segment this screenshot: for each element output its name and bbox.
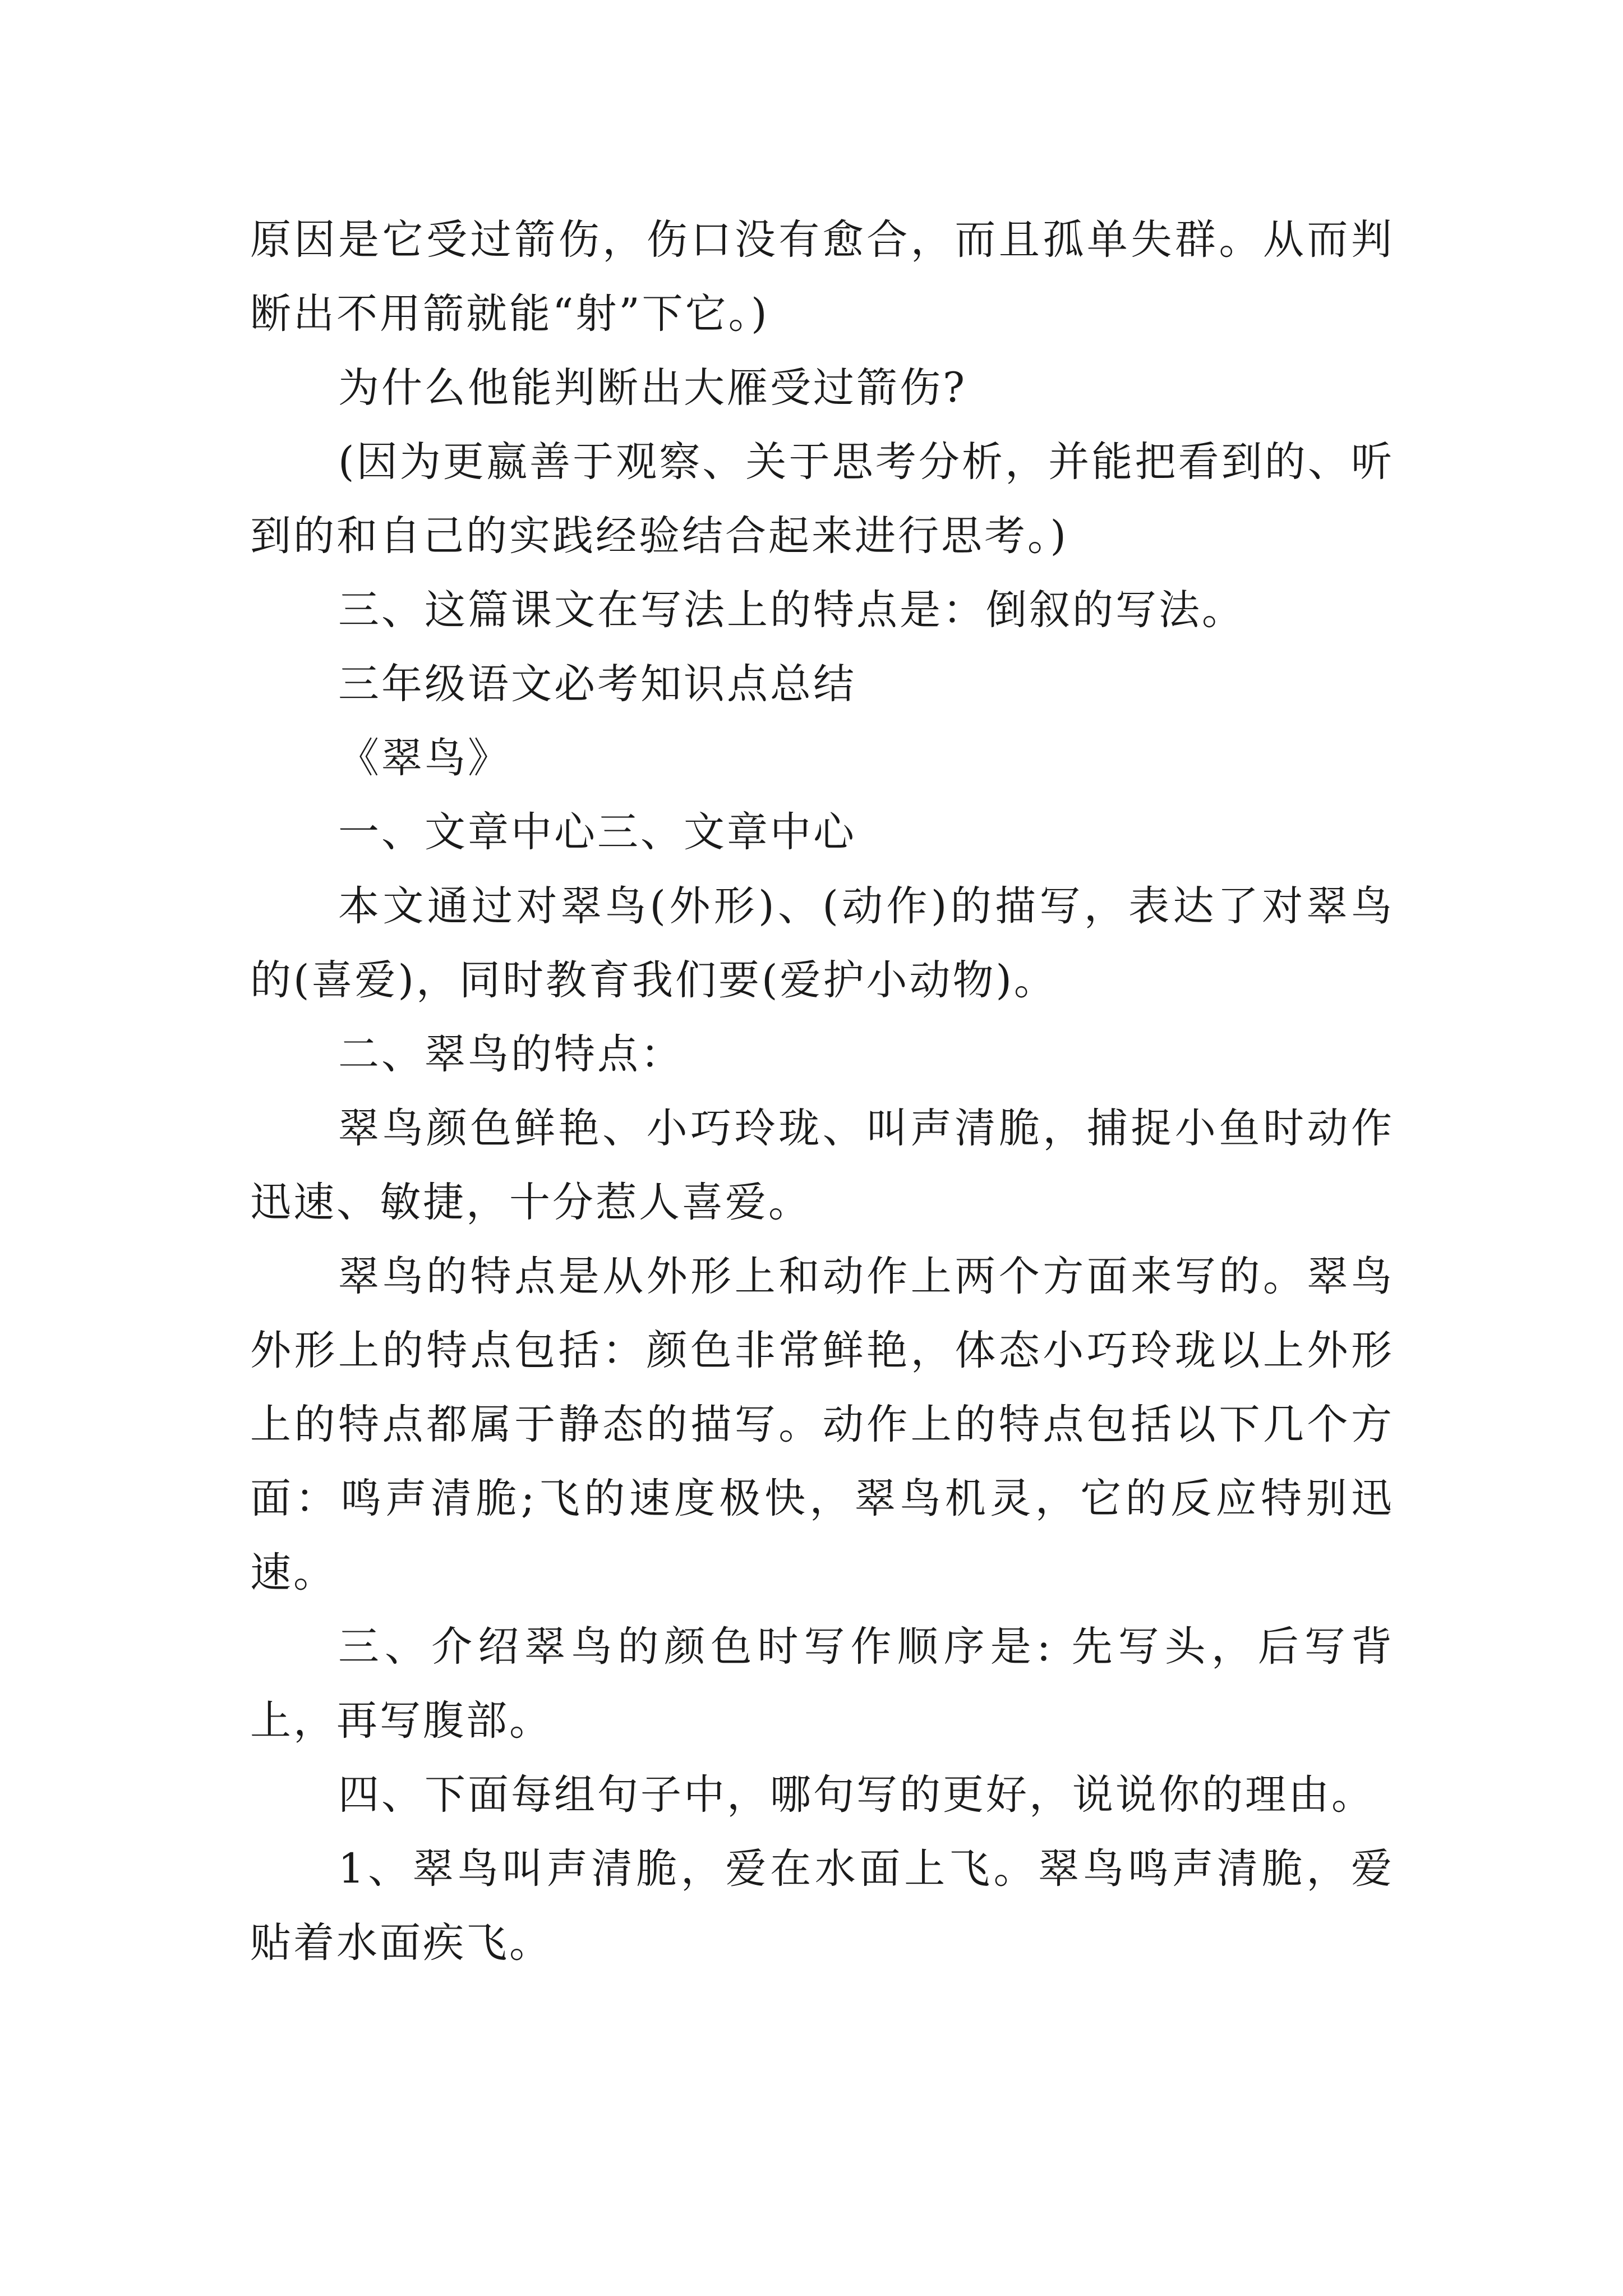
section-heading: 三年级语文必考知识点总结	[338, 660, 856, 708]
paragraph-sentence-pair-1: 1、翠鸟叫声清脆，爱在水面上飞。翠鸟鸣声清脆，爱贴着水面疾飞。	[250, 1845, 1394, 1967]
paragraph-archer-reason: 原因是它受过箭伤，伤口没有愈合，而且孤单失群。从而判断出不用箭就能“射”下它。)	[250, 216, 1394, 338]
document-body	[250, 203, 1394, 1980]
subheading-kingfisher-traits: 二、翠鸟的特点：	[338, 1030, 684, 1078]
paragraph-answer-observation: (因为更嬴善于观察、关于思考分析，并能把看到的、听到的和自己的实践经验结合起来进行思考。)	[250, 438, 1394, 560]
paragraph-question-arrow-wound: 为什么他能判断出大雁受过箭伤?	[338, 364, 967, 412]
paragraph-sentence-comparison-prompt: 四、下面每组句子中，哪句写的更好，说说你的理由。	[338, 1771, 1375, 1819]
paragraph-kingfisher-traits: 翠鸟颜色鲜艳、小巧玲珑、叫声清脆，捕捉小鱼时动作迅速、敏捷，十分惹人喜爱。	[250, 1105, 1394, 1226]
paragraph-traits-detail: 翠鸟的特点是从外形上和动作上两个方面来写的。翠鸟外形上的特点包括：颜色非常鲜艳，体态小巧玲珑以上外形上的特点都属于静态的描写。动作上的特点包括以下几个方面：鸣声清脆;飞的速度极快，翠鸟机灵，它的反应特别迅速。	[250, 1253, 1394, 1596]
subheading-article-theme: 一、文章中心三、文章中心	[338, 808, 856, 856]
lesson-title: 《翠鸟》	[338, 734, 511, 782]
paragraph-article-theme: 本文通过对翠鸟(外形)、(动作)的描写，表达了对翠鸟的(喜爱)，同时教育我们要(爱护小动物)。	[250, 882, 1394, 1004]
paragraph-writing-feature: 三、这篇课文在写法上的特点是：倒叙的写法。	[338, 586, 1245, 634]
paragraph-color-order: 三、介绍翠鸟的颜色时写作顺序是: 先写头，后写背上，再写腹部。	[250, 1623, 1394, 1745]
